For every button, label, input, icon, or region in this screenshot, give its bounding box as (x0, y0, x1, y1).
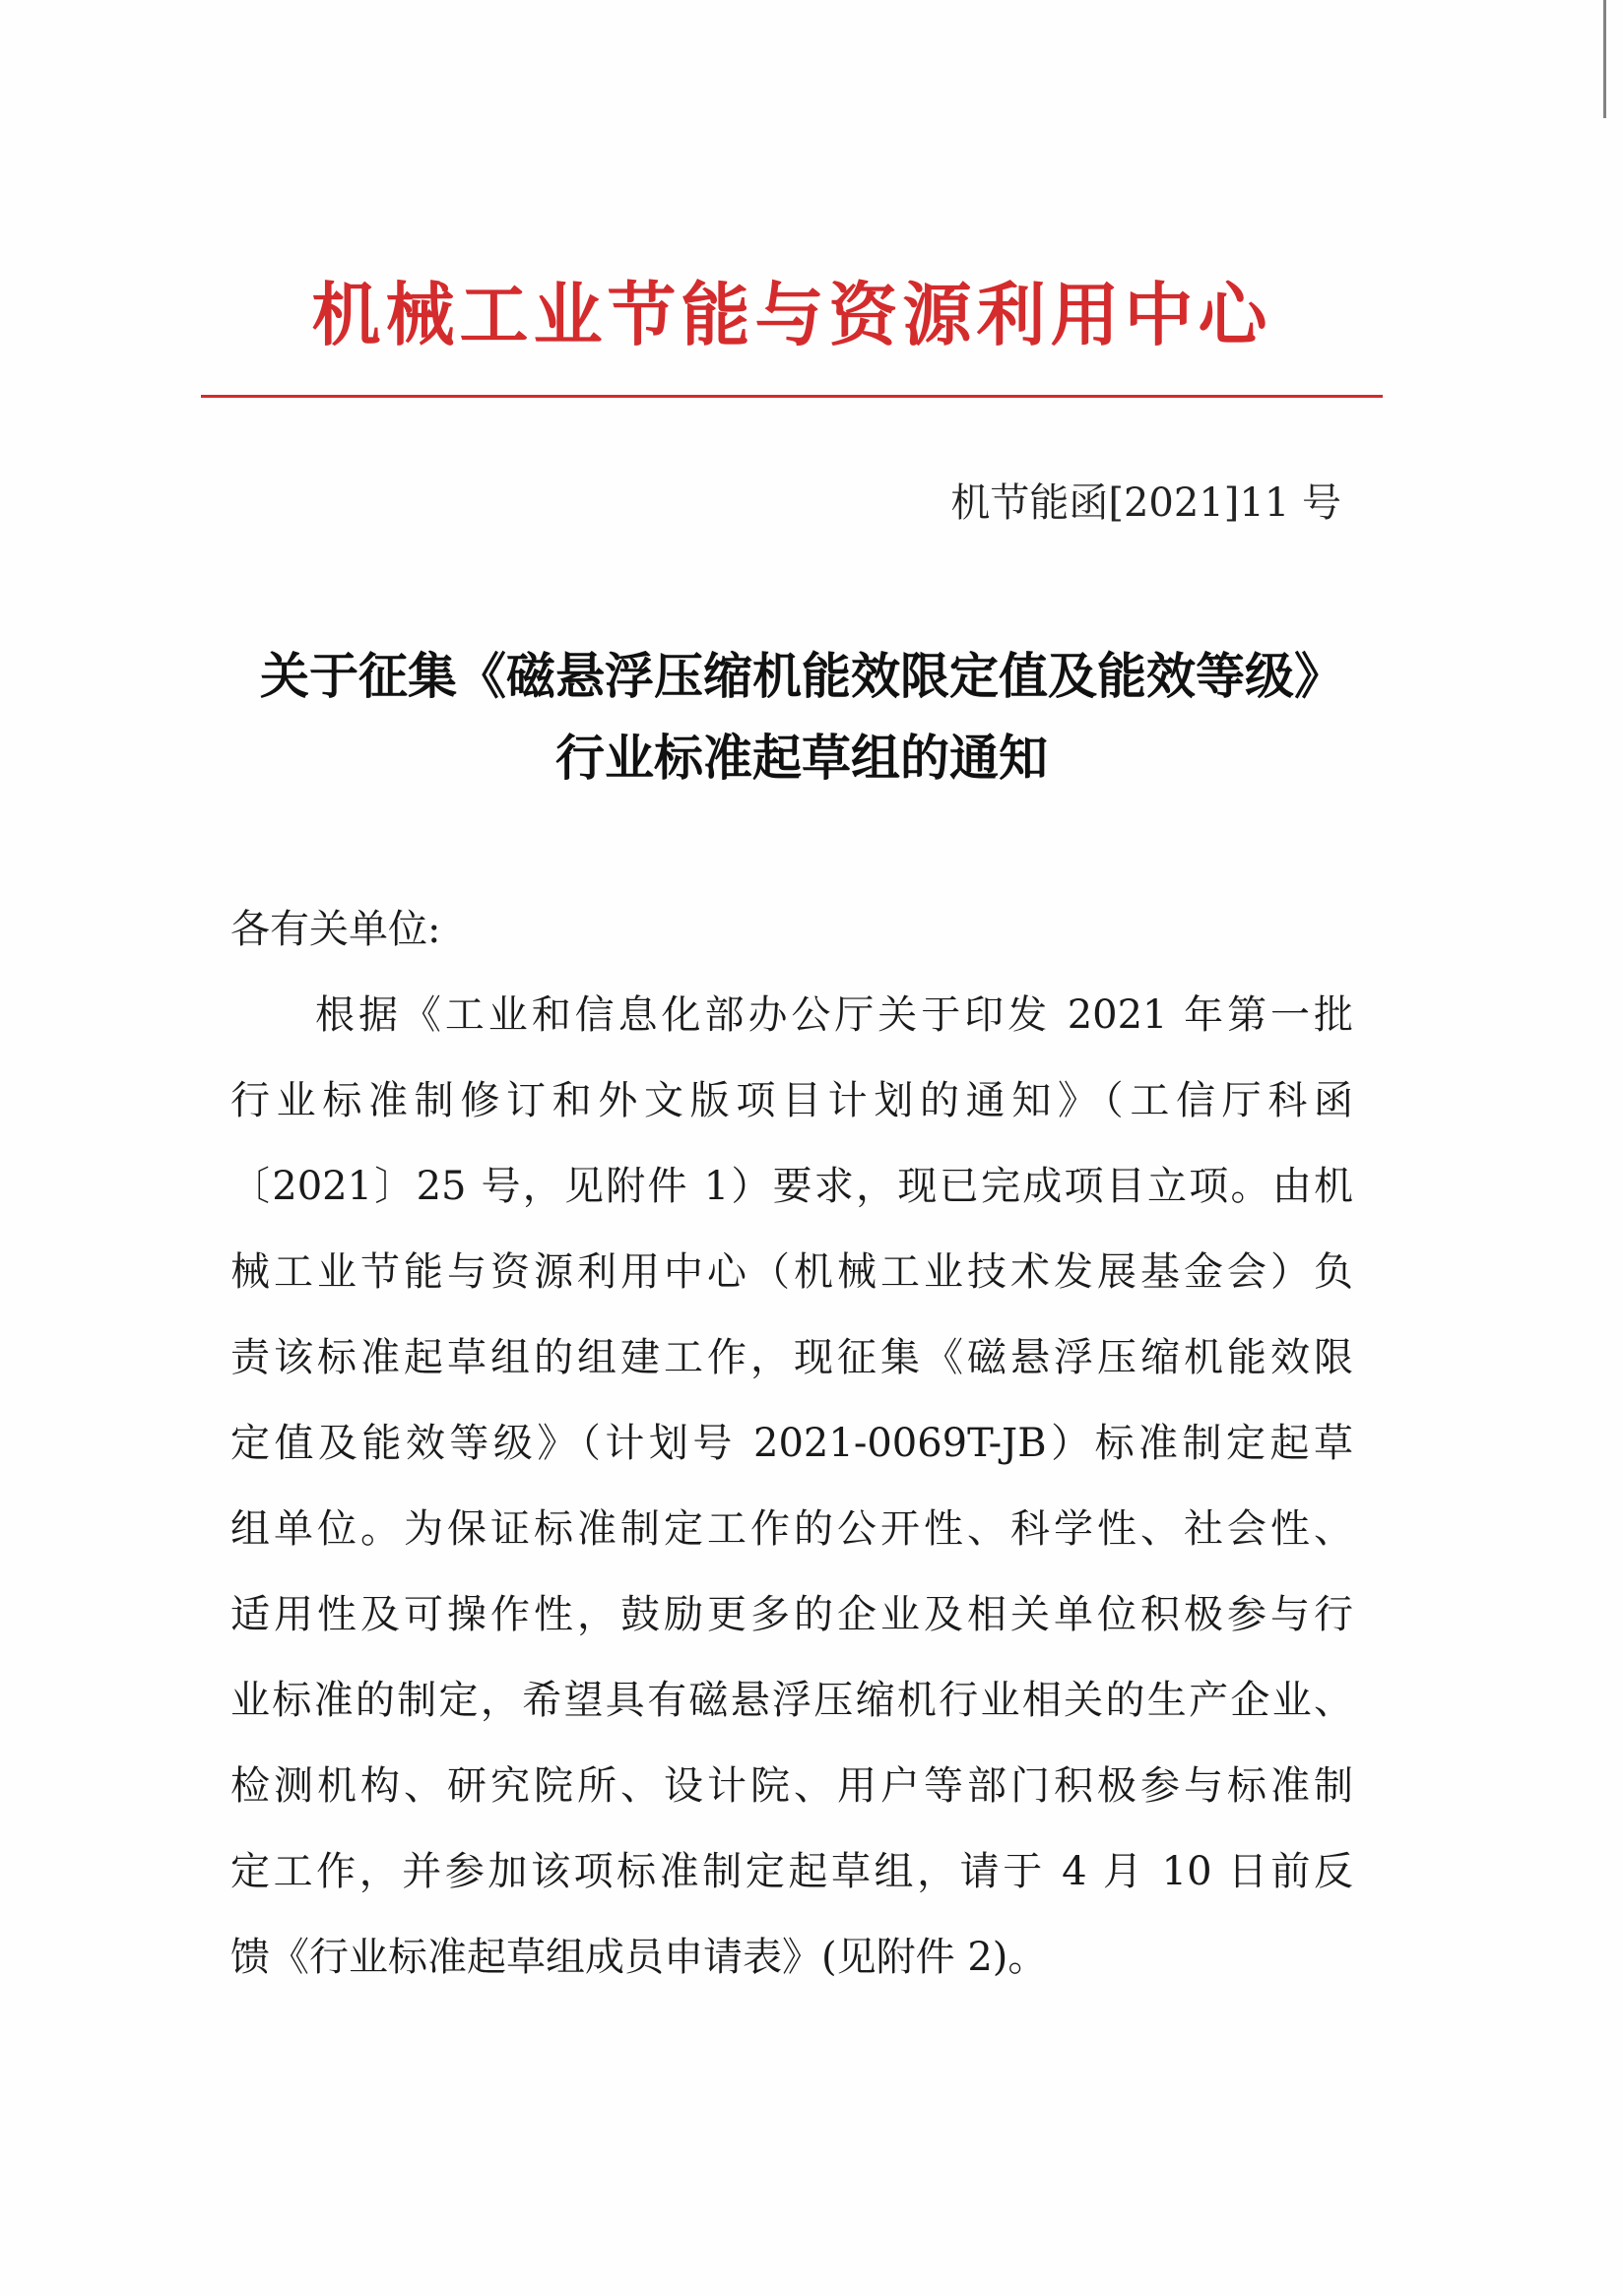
document-number: 机节能函[2021]11 号 (950, 480, 1341, 526)
salutation: 各有关单位: (230, 907, 441, 952)
body-line: 适用性及可操作性，鼓励更多的企业及相关单位积极参与行 (230, 1592, 1353, 1637)
body-line: 责该标准起草组的组建工作，现征集《磁悬浮压缩机能效限 (230, 1335, 1353, 1380)
body-line: 定值及能效等级》（计划号 2021-0069T-JB）标准制定起草 (230, 1421, 1353, 1466)
body-line: 械工业节能与资源利用中心（机械工业技术发展基金会）负 (230, 1249, 1353, 1295)
body-line: 馈《行业标准起草组成员申请表》(见附件 2)。 (230, 1935, 1048, 1980)
body-line: 定工作，并参加该项标准制定起草组，请于 4 月 10 日前反 (230, 1849, 1353, 1894)
letterhead-red-rule (201, 395, 1383, 398)
body-line: 〔2021〕25 号，见附件 1）要求，现已完成项目立项。由机 (230, 1164, 1353, 1209)
body-line: 组单位。为保证标准制定工作的公开性、科学性、社会性、 (230, 1506, 1353, 1552)
document-title-line-2: 行业标准起草组的通知 (555, 730, 1048, 787)
document-title (211, 636, 1393, 799)
body-line: 业标准的制定，希望具有磁悬浮压缩机行业相关的生产企业、 (230, 1678, 1353, 1723)
scan-edge-mark (1603, 0, 1606, 118)
body-line: 行业标准制修订和外文版项目计划的通知》（工信厅科函 (230, 1078, 1353, 1123)
body-line: 根据《工业和信息化部办公厅关于印发 2021 年第一批 (315, 992, 1353, 1038)
document-title-line-1: 关于征集《磁悬浮压缩机能效限定值及能效等级》 (260, 648, 1343, 705)
letterhead-organization: 机械工业节能与资源利用中心 (311, 274, 1272, 355)
body-line: 检测机构、研究院所、设计院、用户等部门积极参与标准制 (230, 1763, 1353, 1809)
document-body (230, 887, 1353, 2001)
